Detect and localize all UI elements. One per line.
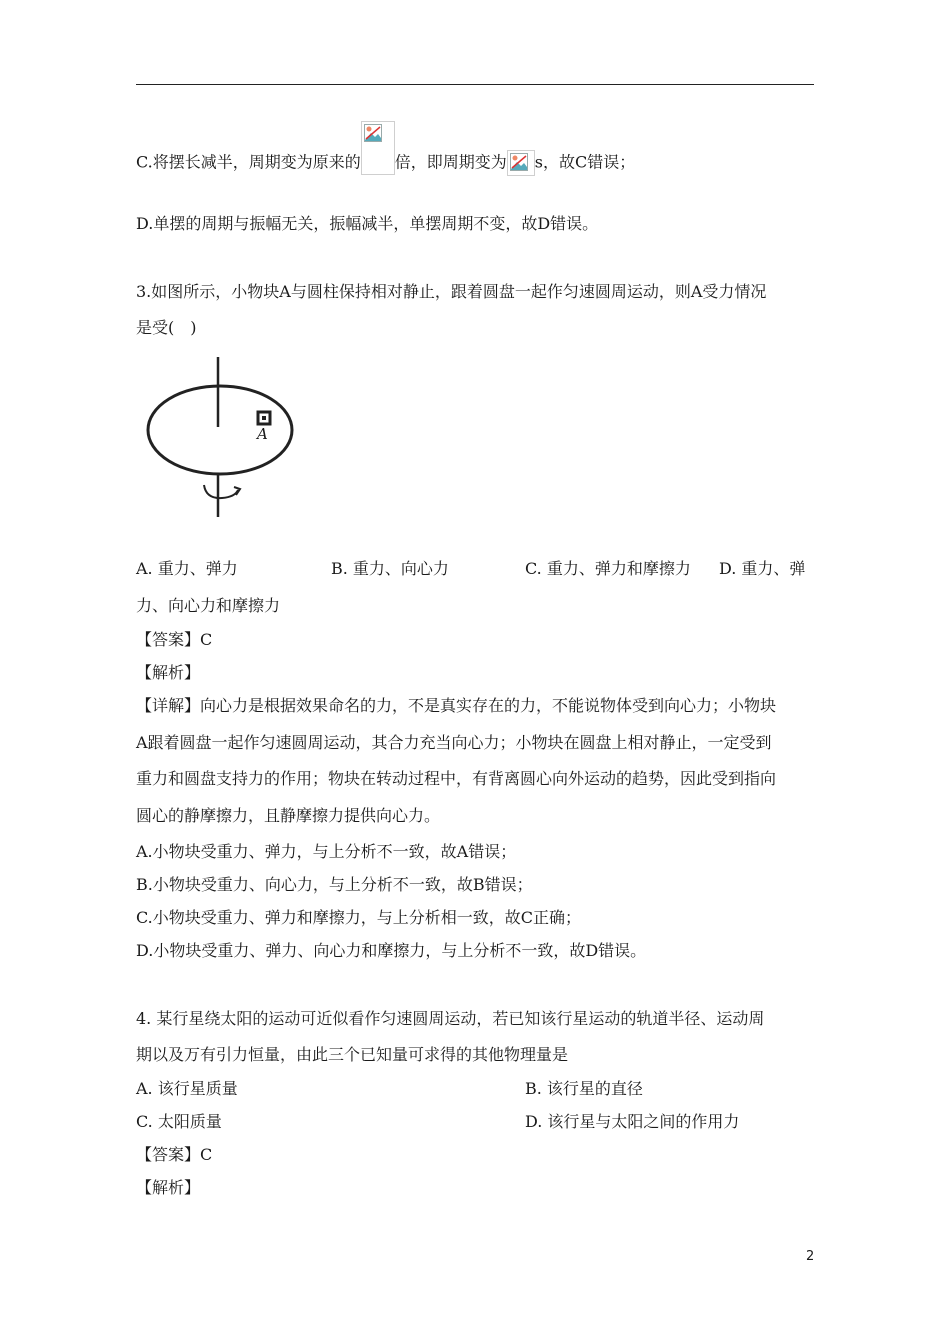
q3-option-b: B. 重力、向心力 [331, 559, 449, 578]
answer-line-c: C.将摆长减半，周期变为原来的 倍，即周期变为 s，故C错误； [136, 150, 635, 176]
q4-option-d: D. 该行星与太阳之间的作用力 [525, 1112, 740, 1131]
q4-analysis-heading: 【解析】 [136, 1178, 201, 1197]
q4-stem-line1: 4. 某行星绕太阳的运动可近似看作匀速圆周运动，若已知该行星运动的轨道半径、运动周 [136, 1009, 765, 1028]
figure-label-a: A [257, 425, 268, 443]
broken-image-icon [507, 150, 535, 176]
q3-detail-4: 圆心的静摩擦力，且静摩擦力提供向心力。 [136, 806, 441, 825]
q3-option-d-cont: 力、向心力和摩擦力 [136, 596, 281, 615]
page-number: 2 [806, 1249, 815, 1264]
q4-option-a: A. 该行星质量 [136, 1079, 238, 1098]
q3-stem-line1: 3.如图所示，小物块A与圆柱保持相对静止，跟着圆盘一起作匀速圆周运动，则A受力情况 [136, 282, 767, 301]
q4-answer: 【答案】C [136, 1145, 213, 1164]
q3-explain-d: D.小物块受重力、弹力、向心力和摩擦力，与上分析不一致，故D错误。 [136, 941, 647, 960]
q3-explain-a: A.小物块受重力、弹力，与上分析不一致，故A错误； [136, 842, 517, 861]
q3-detail-1: 【详解】向心力是根据效果命名的力，不是真实存在的力，不能说物体受到向心力；小物块 [136, 696, 777, 715]
q3-detail-3: 重力和圆盘支持力的作用；物块在转动过程中，有背离圆心向外运动的趋势，因此受到指向 [136, 769, 777, 788]
q3-option-a: A. 重力、弹力 [136, 559, 238, 578]
q3-stem-line2: 是受( ) [136, 318, 197, 337]
q3-explain-c: C.小物块受重力、弹力和摩擦力，与上分析相一致，故C正确； [136, 908, 582, 927]
q3-option-c: C. 重力、弹力和摩擦力 [525, 559, 691, 578]
answer-line-d: D.单摆的周期与振幅无关，振幅减半，单摆周期不变，故D错误。 [136, 214, 599, 233]
rotating-disk-figure [140, 355, 310, 529]
header-rule [136, 84, 814, 85]
q3-explain-b: B.小物块受重力、向心力，与上分析不一致，故B错误； [136, 875, 533, 894]
q3-detail-2: A跟着圆盘一起作匀速圆周运动，其合力充当向心力；小物块在圆盘上相对静止，一定受到 [136, 733, 772, 752]
broken-image-icon [361, 121, 395, 175]
q3-answer: 【答案】C [136, 630, 213, 649]
q4-option-c: C. 太阳质量 [136, 1112, 222, 1131]
q3-analysis-heading: 【解析】 [136, 663, 201, 682]
q4-option-b: B. 该行星的直径 [525, 1079, 643, 1098]
q3-option-d: D. 重力、弹 [719, 559, 806, 578]
q4-stem-line2: 期以及万有引力恒量，由此三个已知量可求得的其他物理量是 [136, 1045, 569, 1064]
